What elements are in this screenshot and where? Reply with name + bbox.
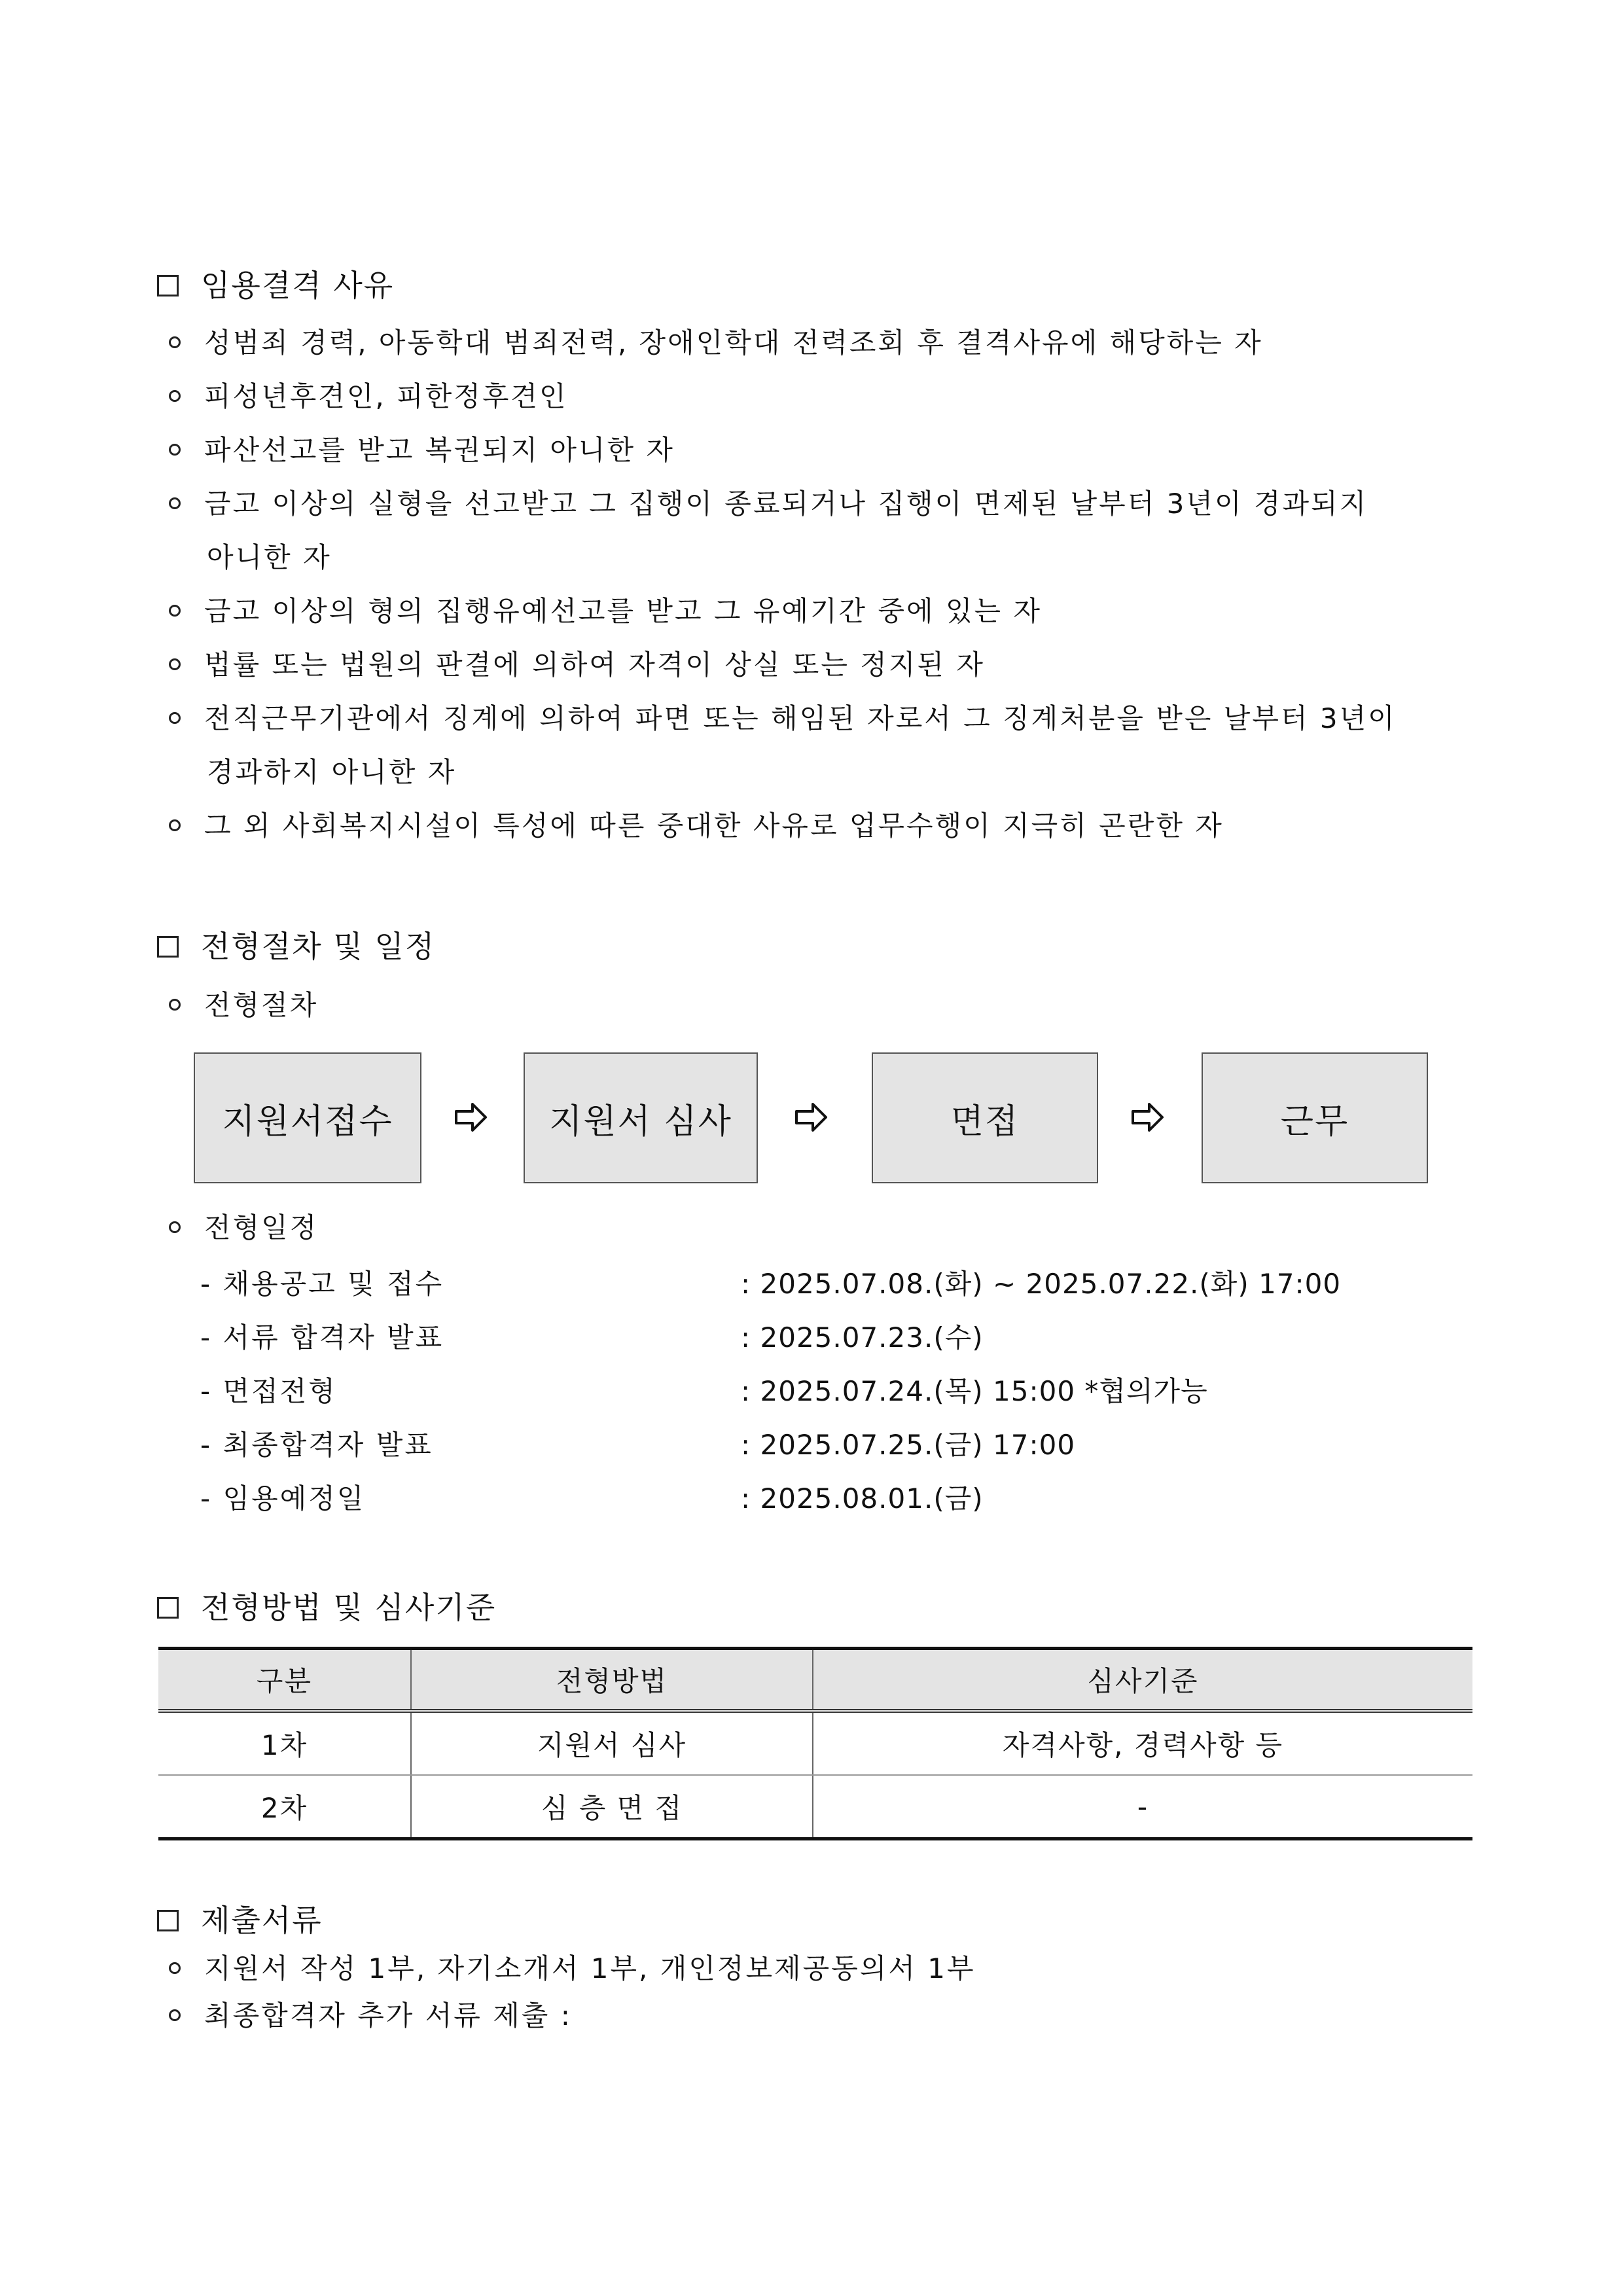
list-item: 성범죄 경력, 아동학대 범죄전력, 장애인학대 전력조회 후 결격사유에 해당하는 자 xyxy=(169,323,1263,363)
schedule-value: : 2025.07.08.(화) ~ 2025.07.22.(화) 17:00 xyxy=(741,1268,1342,1300)
bullet-circle-icon xyxy=(169,497,181,509)
bullet-circle-icon xyxy=(169,819,181,831)
steps-heading: 전형절차 xyxy=(169,986,318,1025)
schedule-value: : 2025.07.23.(수) xyxy=(741,1321,984,1354)
flow-step: 면접 xyxy=(872,1052,1098,1183)
table-row xyxy=(158,1711,1472,1775)
flow-step: 지원서접수 xyxy=(194,1052,421,1183)
schedule-label: - 면접전형 xyxy=(200,1375,337,1407)
schedule-heading: 전형일정 xyxy=(169,1208,318,1247)
list-item: 그 외 사회복지시설이 특성에 따른 중대한 사유로 업무수행이 지극히 곤란한 자 xyxy=(169,806,1224,846)
table-header-row xyxy=(158,1649,1472,1712)
bullet-circle-icon xyxy=(169,2009,181,2021)
list-item: 전직근무기관에서 징계에 의하여 파면 또는 해임된 자로서 그 징계처분을 받은 날부터 3년이 xyxy=(169,699,1397,738)
right-arrow-icon xyxy=(454,1102,488,1133)
checkbox-square-icon xyxy=(157,275,179,296)
table-header: 심사기준 xyxy=(813,1649,1472,1712)
flow-step: 지원서 심사 xyxy=(524,1052,758,1183)
table-cell: 1차 xyxy=(158,1711,411,1775)
list-item: 지원서 작성 1부, 자기소개서 1부, 개인정보제공동의서 1부 xyxy=(169,1949,976,1988)
table-cell: 지원서 심사 xyxy=(411,1711,813,1775)
section-title-process: 전형절차 및 일정 xyxy=(157,927,435,966)
list-item: 파산선고를 받고 복권되지 아니한 자 xyxy=(169,431,675,470)
checkbox-square-icon xyxy=(157,936,179,958)
table-row xyxy=(158,1775,1472,1839)
schedule-value: : 2025.08.01.(금) xyxy=(741,1482,984,1515)
list-item: 최종합격자 추가 서류 제출 : xyxy=(169,1996,572,2036)
table-header: 구분 xyxy=(158,1649,411,1712)
bullet-circle-icon xyxy=(169,605,181,617)
bullet-circle-icon xyxy=(169,1221,181,1233)
section-title-disqualification: 임용결격 사유 xyxy=(157,266,394,305)
schedule-label: - 서류 합격자 발표 xyxy=(200,1321,444,1354)
table-cell: 2차 xyxy=(158,1775,411,1839)
bullet-circle-icon xyxy=(169,712,181,724)
schedule-label: - 최종합격자 발표 xyxy=(200,1429,433,1461)
checkbox-square-icon xyxy=(157,1910,179,1931)
list-item-continuation: 아니한 자 xyxy=(207,541,332,573)
list-item: 법률 또는 법원의 판결에 의하여 자격이 상실 또는 정지된 자 xyxy=(169,645,985,685)
table-cell: - xyxy=(813,1775,1472,1839)
bullet-circle-icon xyxy=(169,444,181,456)
schedule-label: - 채용공고 및 접수 xyxy=(200,1268,444,1300)
criteria-table xyxy=(158,1647,1472,1840)
list-item-continuation: 경과하지 아니한 자 xyxy=(207,756,457,788)
bullet-circle-icon xyxy=(169,658,181,670)
table-cell: 심 층 면 접 xyxy=(411,1775,813,1839)
right-arrow-icon xyxy=(1131,1102,1165,1133)
right-arrow-icon xyxy=(794,1102,829,1133)
section-title-documents: 제출서류 xyxy=(157,1901,323,1940)
schedule-value: : 2025.07.25.(금) 17:00 xyxy=(741,1429,1076,1461)
list-item: 금고 이상의 실형을 선고받고 그 집행이 종료되거나 집행이 면제된 날부터 3년이 경과되지 xyxy=(169,484,1368,524)
list-item: 금고 이상의 형의 집행유예선고를 받고 그 유예기간 중에 있는 자 xyxy=(169,592,1042,631)
table-cell: 자격사항, 경력사항 등 xyxy=(813,1711,1472,1775)
section-title-criteria: 전형방법 및 심사기준 xyxy=(157,1588,496,1627)
flow-step: 근무 xyxy=(1202,1052,1428,1183)
schedule-value: : 2025.07.24.(목) 15:00 *협의가능 xyxy=(741,1375,1208,1407)
bullet-circle-icon xyxy=(169,999,181,1011)
bullet-circle-icon xyxy=(169,1962,181,1974)
bullet-circle-icon xyxy=(169,336,181,348)
bullet-circle-icon xyxy=(169,390,181,402)
table-header: 전형방법 xyxy=(411,1649,813,1712)
list-item: 피성년후견인, 피한정후견인 xyxy=(169,377,568,416)
schedule-label: - 임용예정일 xyxy=(200,1482,366,1515)
checkbox-square-icon xyxy=(157,1597,179,1619)
